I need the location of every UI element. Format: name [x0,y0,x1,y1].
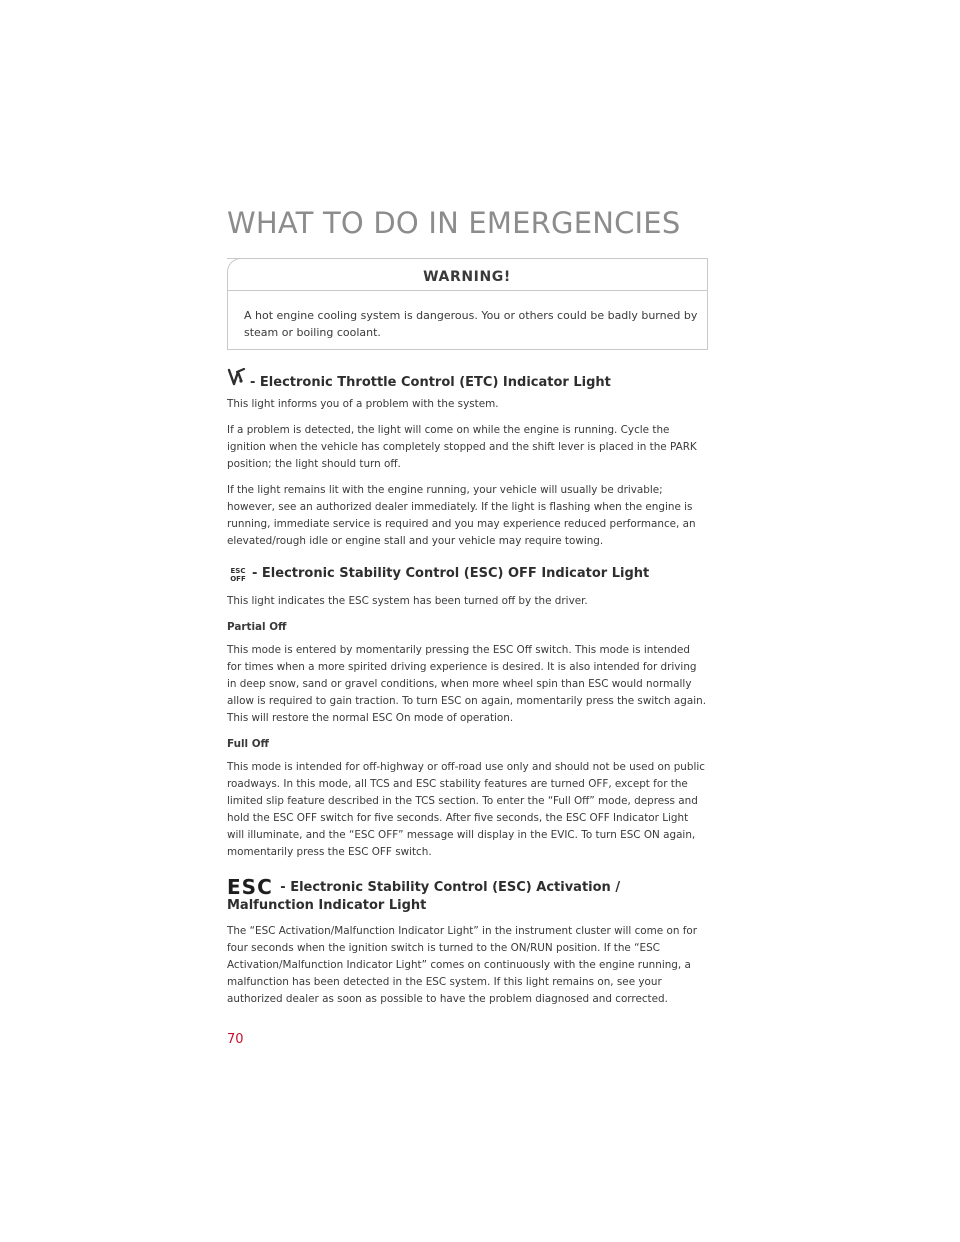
etc-paragraph-3: If the light remains lit with the engine running, your vehicle will usually be drivable; however, see an authorized dealer immediately. If the light is flashing when the engine is running, immediate service is required and you may experience reduced performance, an elevated/rough idle or engine stall and your vehicle may require towing. [227,484,696,547]
etc-heading-text: - Electronic Throttle Control (ETC) Indicator Light [250,375,611,390]
warning-divider [227,290,707,291]
warning-title: WARNING! [423,269,511,285]
esc-off-heading-text: - Electronic Stability Control (ESC) OFF Indicator Light [252,566,650,581]
esc-paragraph-1: The “ESC Activation/Malfunction Indicator Light” in the instrument cluster will come on for four seconds when the ignition switch is turned to the ON/RUN position. If the “ESC Activation/Malfunction Indicator Light” comes on continuously with the engine running, a malfunction has been detected in the ESC system. If this light remains on, see your authorized dealer as soon as possible to have the problem diagnosed and corrected. [227,925,697,1005]
etc-paragraph-2: If a problem is detected, the light will come on while the engine is running. Cycle the ignition when the vehicle has completely stopped and the shift lever is placed in the PARK position; the light should turn off. [227,424,697,470]
esc-heading [227,877,707,915]
partial-off-text: This mode is entered by momentarily pressing the ESC Off switch. This mode is intended for times when a more spirited driving experience is desired. It is also intended for driving in deep snow, sand or gravel conditions, when more wheel spin than ESC would normally allow is required to gain traction. To turn ESC on again, momentarily press the switch again. This will restore the normal ESC On mode of operation. [227,644,707,724]
page-number: 70 [227,1032,244,1047]
etc-paragraph-1: This light informs you of a problem with the system. [227,398,499,410]
esc-icon: ESC [227,875,273,899]
warning-box [227,258,708,350]
esc-off-paragraph-1: This light indicates the ESC system has been turned off by the driver. [227,595,588,607]
warning-text: A hot engine cooling system is dangerous. You or others could be badly burned by steam or boiling coolant. [244,309,698,339]
etc-heading [227,368,707,388]
partial-off-title: Partial Off [227,621,287,633]
full-off-title: Full Off [227,738,269,750]
esc-off-icon: ESC OFF [230,567,246,583]
esc-heading-text: - Electronic Stability Control (ESC) Activation / Malfunction Indicator Light [227,880,621,913]
esc-off-heading [227,565,707,587]
page-title: WHAT TO DO IN EMERGENCIES [227,206,681,240]
main-content [227,368,707,1008]
full-off-text: This mode is intended for off-highway or off-road use only and should not be used on public roadways. In this mode, all TCS and ESC stability features are turned OFF, except for the limited slip feature described in the TCS section. To enter the “Full Off” mode, depress and hold the ESC OFF switch for five seconds. After five seconds, the ESC OFF Indicator Light will illuminate, and the “ESC OFF” message will display in the EVIC. To turn ESC ON again, momentarily press the ESC OFF switch. [227,761,705,858]
throttle-control-icon [227,368,247,392]
